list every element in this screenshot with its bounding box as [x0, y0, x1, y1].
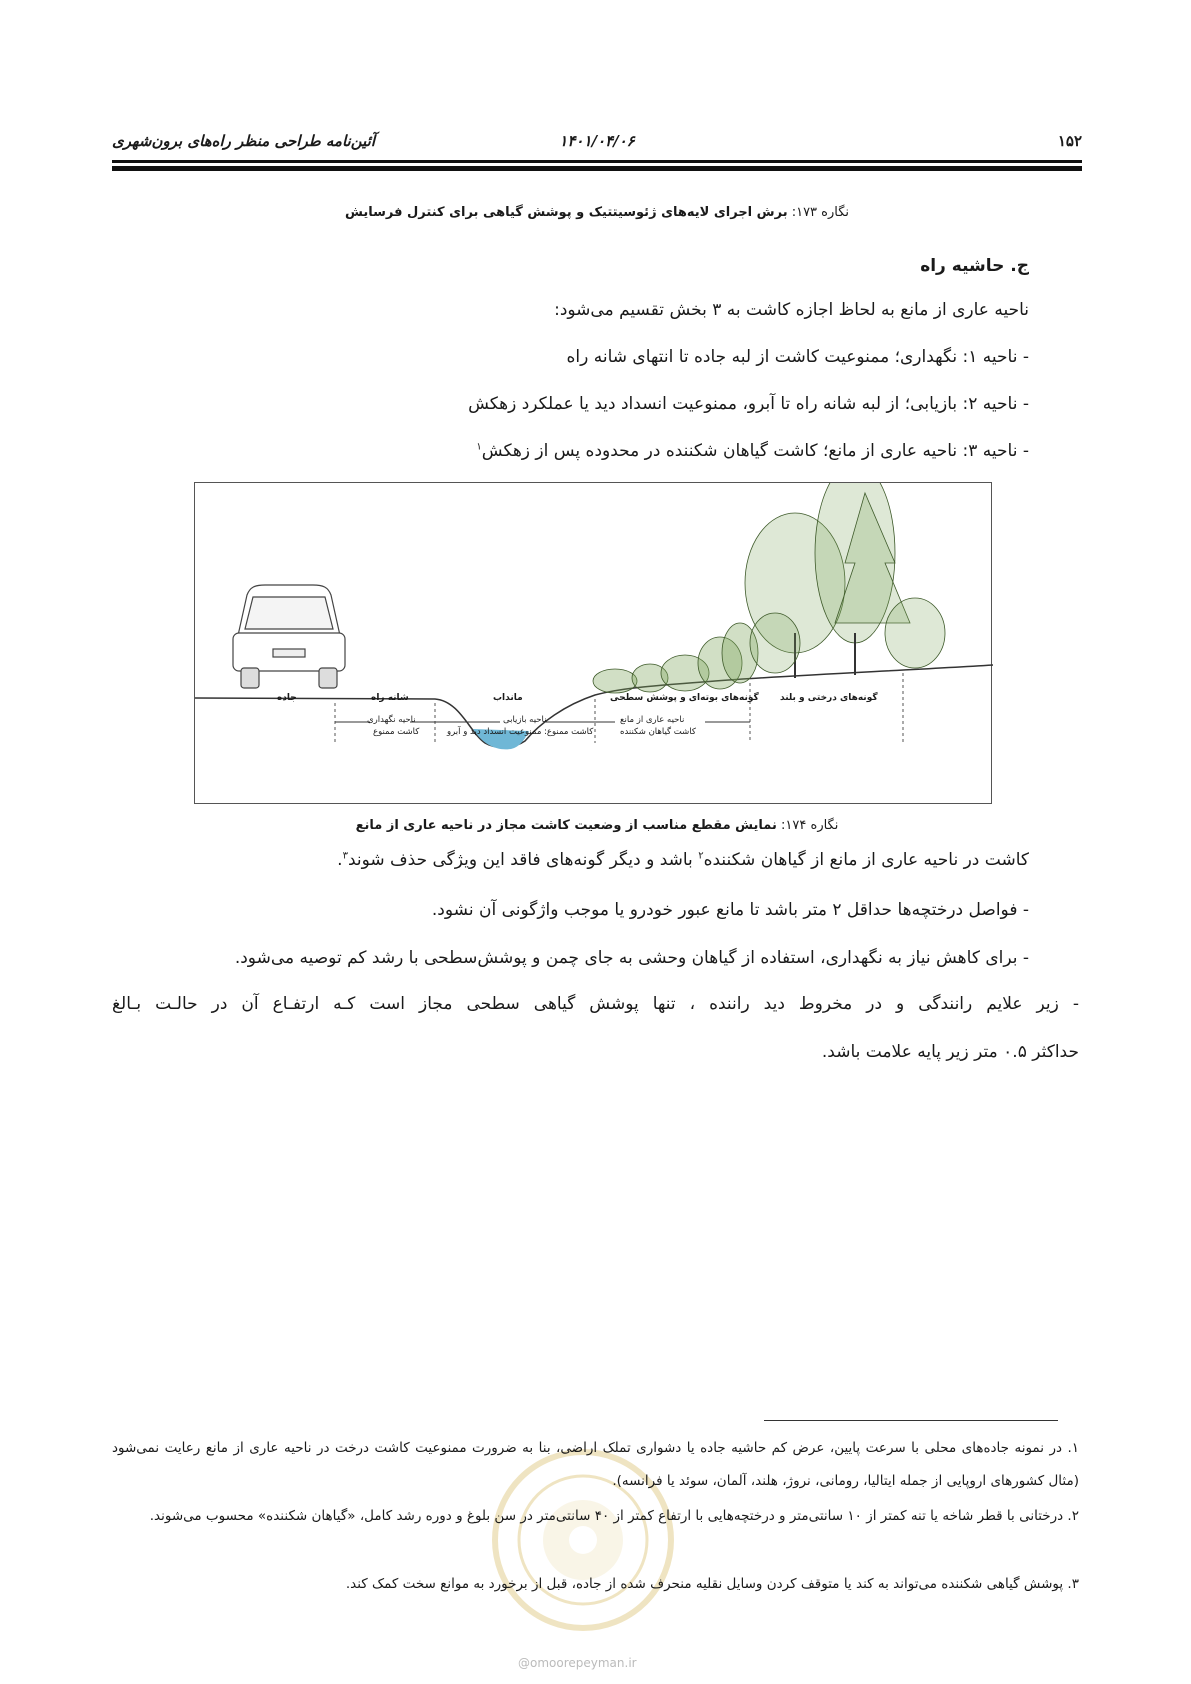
- bullet-signs-line-1: - زیر علایم رانندگی و در مخروط دید راننده ، تنها پوشش گیاهی سطحی مجاز است کـه ارتفـاع آن در حالـت بـالغ: [112, 994, 1079, 1014]
- figure-173-caption: [112, 205, 1082, 220]
- figure-173-label: نگاره ۱۷۳:: [787, 205, 850, 220]
- header-title: آئین‌نامه طراحی منظر راه‌های برون‌شهری: [112, 132, 375, 150]
- page-number: ۱۵۲: [1057, 132, 1082, 150]
- trees-icon: [745, 483, 945, 678]
- shrubs-icon: [593, 623, 758, 693]
- cross-section-drawing: [195, 483, 993, 805]
- bullet-signs-line-2: حداکثر ۰.۵ متر زیر پایه علامت باشد.: [821, 1042, 1079, 1062]
- paragraph-intro: ناحیه عاری از مانع به لحاظ اجازه کاشت به ۳ بخش تقسیم می‌شود:: [554, 300, 1029, 320]
- footnote-ref-2: ۲: [698, 850, 704, 862]
- zone-note-clear: ناحیه عاری از مانع: [620, 715, 685, 725]
- header-rule-thick: [112, 166, 1082, 171]
- zone-label-road: جاده: [277, 693, 297, 703]
- zone-label-shoulder: شانه راه: [371, 693, 409, 703]
- zone-note-maintenance-sub: کاشت ممنوع: [373, 727, 420, 737]
- header-rule-thin: [112, 160, 1082, 163]
- footnote-1: ۱. در نمونه جاده‌های محلی با سرعت پایین، عرض کم حاشیه جاده یا دشواری تملک اراضی، بنا به ضرورت ممنوعیت کاشت درخت در ناحیه عاری از مانع رعایت نمی‌شود (مثال کشورهای اروپایی از جمله ایتالیا، رومانی، نروژ، هلند، آلمان، سوئد یا فرانسه).: [112, 1440, 1079, 1489]
- paragraph-zone-3-text: - ناحیه ۳: ناحیه عاری از مانع؛ کاشت گیاهان شکننده در محدوده پس از زهکش: [481, 441, 1029, 461]
- section-heading: ج. حاشیه راه: [920, 256, 1029, 276]
- paragraph-zone-3: [476, 441, 1029, 461]
- zone-note-recovery: ناحیه بازیابی: [503, 715, 547, 725]
- figure-174-label: نگاره ۱۷۴:: [776, 818, 839, 833]
- figure-174-caption-text: نمایش مقطع مناسب از وضعیت کاشت مجاز در ناحیه عاری از مانع: [355, 818, 777, 833]
- paragraph-fragile-plants-b: باشد و دیگر گونه‌های فاقد این ویژگی حذف شوند: [347, 850, 699, 870]
- figure-174-caption: [112, 818, 1082, 833]
- zone-label-ditch: مانداب: [493, 693, 523, 703]
- zone-note-recovery-sub: کاشت ممنوع: ممنوعیت انسداد دید و آبرو: [447, 727, 594, 737]
- watermark-url: @omoorepeyman.ir: [518, 1656, 637, 1670]
- paragraph-fragile-plants: [337, 850, 1029, 870]
- footnote-ref-1: ۱: [476, 441, 482, 453]
- footnote-2: ۲. درختانی با قطر شاخه یا تنه کمتر از ۱۰ سانتی‌متر و درختچه‌هایی با ارتفاع کمتر از ۴۰ سانتی‌متر در سن بلوغ و دوره رشد کامل، «گیاهان شکننده» محسوب می‌شوند.: [149, 1508, 1079, 1524]
- paragraph-zone-2: - ناحیه ۲: بازیابی؛ از لبه شانه راه تا آبرو، ممنوعیت انسداد دید یا عملکرد زهکش: [468, 394, 1029, 414]
- footnote-3: ۳. پوشش گیاهی شکننده می‌تواند به کند یا متوقف کردن وسایل نقلیه منحرف شده از جاده، قبل از برخورد به موانع سخت کمک کند.: [345, 1576, 1079, 1592]
- paragraph-fragile-plants-c: .: [337, 850, 343, 870]
- paragraph-zone-1: - ناحیه ۱: نگهداری؛ ممنوعیت کاشت از لبه جاده تا انتهای شانه راه: [566, 347, 1029, 367]
- figure-173-caption-text: برش اجرای لایه‌های ژئوسیتتیک و پوشش گیاهی برای کنترل فرسایش: [344, 205, 788, 220]
- car-icon: [233, 585, 345, 688]
- zone-note-maintenance: ناحیه نگهداری: [367, 715, 416, 725]
- zone-label-trees: گونه‌های درختی و بلند: [780, 693, 878, 703]
- zone-label-shrubs: گونه‌های بوته‌ای و پوشش سطحی: [610, 693, 759, 703]
- bullet-shrub-spacing: - فواصل درختچه‌ها حداقل ۲ متر باشد تا مانع عبور خودرو یا موجب واژگونی آن نشود.: [431, 900, 1029, 920]
- footnote-ref-3: ۳: [342, 850, 348, 862]
- figure-174-cross-section: [194, 482, 992, 804]
- header-date: ۱۴۰۱/۰۴/۰۶: [559, 132, 635, 150]
- paragraph-fragile-plants-a: کاشت در ناحیه عاری از مانع از گیاهان شکننده: [703, 850, 1029, 870]
- bullet-wild-plants: - برای کاهش نیاز به نگهداری، استفاده از گیاهان وحشی به جای چمن و پوشش‌سطحی با رشد کم توصیه می‌شود.: [234, 948, 1029, 968]
- zone-note-clear-sub: کاشت گیاهان شکننده: [620, 727, 696, 737]
- footnote-rule: [764, 1420, 1058, 1421]
- page-header: [112, 132, 1082, 154]
